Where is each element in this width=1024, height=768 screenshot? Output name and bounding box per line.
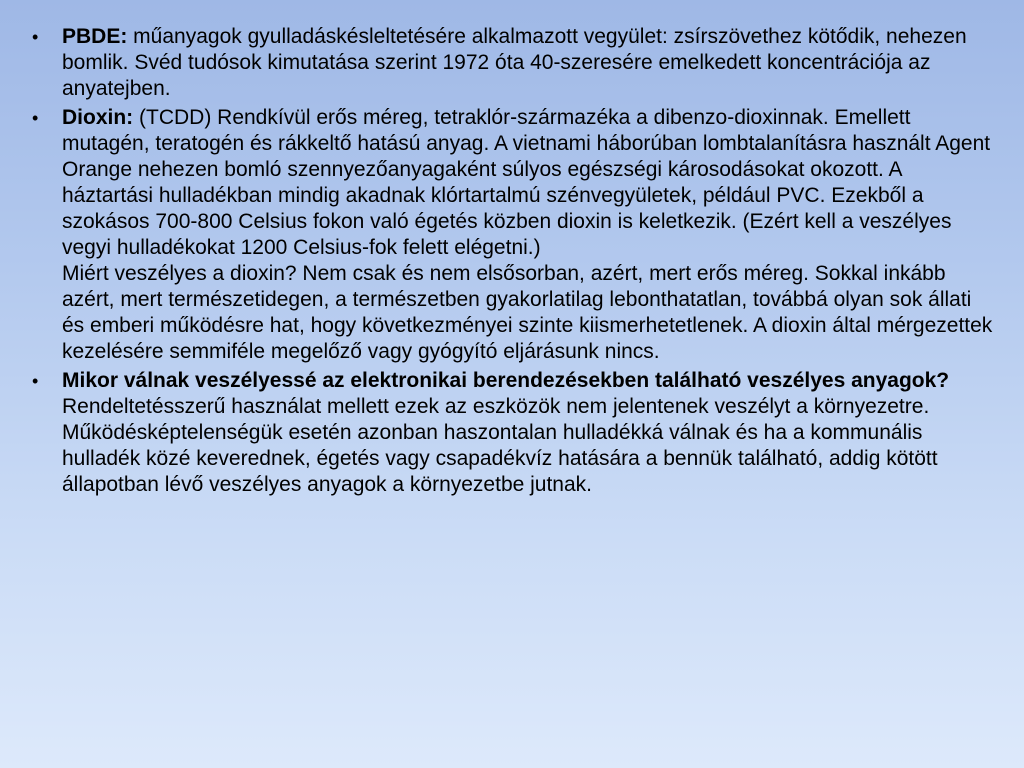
- bullet-paragraph: Miért veszélyes a dioxin? Nem csak és nem elsősorban, azért, mert erős méreg. Sokkal inkább azért, mert természetidegen, a természetben gyakorlatilag lebonthatatlan, továbbá olyan sok állati és emberi működésre hat, hogy következményei szinte kiismerhetetlenek. A dioxin által mérgezettek kezelésére semmiféle megelőző vagy gyógyító eljárásunk nincs.: [62, 262, 993, 363]
- bullet-term: PBDE:: [62, 25, 128, 48]
- bullet-electronics: [30, 368, 994, 498]
- bullet-list: [30, 24, 994, 498]
- bullet-text: műanyagok gyulladáskésleltetésére alkalmazott vegyület: zsírszövethez kötődik, nehezen bomlik. Svéd tudósok kimutatása szerint 1972 óta 40-szeresére emelkedett koncentrációja az anyatejben.: [62, 25, 967, 100]
- bullet-dot-icon: •: [32, 108, 39, 128]
- bullet-dioxin: [30, 105, 994, 365]
- bullet-dot-icon: •: [32, 371, 39, 391]
- bullet-text: (TCDD) Rendkívül erős méreg, tetraklór-származéka a dibenzo-dioxinnak. Emellett mutagén, teratogén és rákkeltő hatású anyag. A vietnami háborúban lombtalanításra használt Agent Orange nehezen bomló szennyezőanyagaként súlyos egészségi károsodásokat okozott. A háztartási hulladékban mindig akadnak klórtartalmú szénvegyületek, például PVC. Ezekből a szokásos 700-800 Celsius fokon való égetés közben dioxin is keletkezik. (Ezért kell a veszélyes vegyi hulladékokat 1200 Celsius-fok felett elégetni.): [62, 106, 991, 259]
- bullet-pbde: [30, 24, 994, 102]
- bullet-dot-icon: •: [32, 27, 39, 47]
- bullet-paragraph: Rendeltetésszerű használat mellett ezek az eszközök nem jelentenek veszélyt a környezetre. Működésképtelenségük esetén azonban haszontalan hulladékká válnak és ha a kommunális hulladék közé keverednek, égetés vagy csapadékvíz hatására a bennük található, addig kötött állapotban lévő veszélyes anyagok a környezetbe jutnak.: [62, 395, 938, 496]
- bullet-question: Mikor válnak veszélyessé az elektronikai berendezésekben található veszélyes anyagok?: [62, 369, 950, 392]
- bullet-term: Dioxin:: [62, 106, 134, 129]
